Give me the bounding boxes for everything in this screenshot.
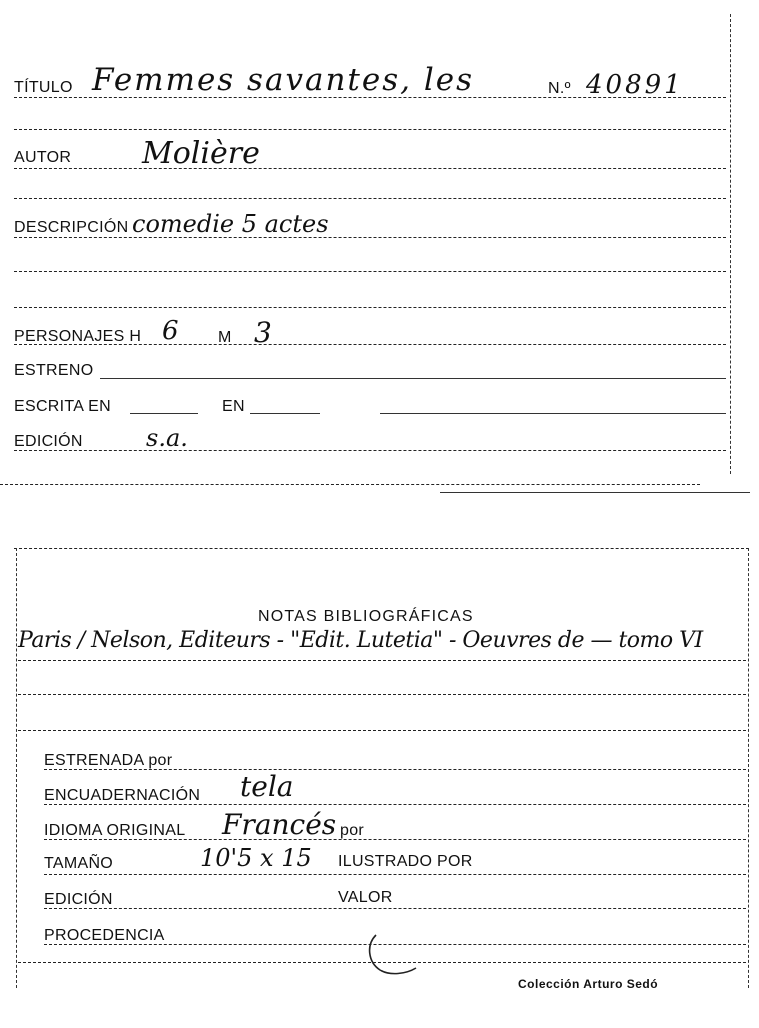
card-bottom-left-border — [16, 548, 17, 988]
titulo-value: Femmes savantes, les — [92, 62, 474, 98]
notas-line-1 — [18, 660, 746, 661]
personajes-m-value: 3 — [254, 316, 272, 349]
tamano-label: TAMAÑO — [44, 855, 114, 872]
edicion-value: s.a. — [146, 424, 188, 452]
valor-label: VALOR — [338, 889, 393, 906]
notas-title: NOTAS BIBLIOGRÁFICAS — [258, 608, 474, 625]
notas-line-2 — [18, 694, 746, 695]
idioma-line — [44, 839, 746, 840]
notas-line-3 — [18, 730, 746, 731]
blank-line-2 — [14, 198, 726, 199]
tamano-value: 10'5 x 15 — [200, 844, 312, 872]
idioma-label: IDIOMA ORIGINAL — [44, 822, 186, 839]
personajes-m-label: M — [218, 329, 232, 346]
escrita-line-1 — [130, 413, 198, 414]
tamano-line — [44, 874, 746, 875]
blank-line-1 — [14, 129, 726, 130]
ilustrado-label: ILUSTRADO POR — [338, 853, 473, 870]
estrenada-line — [44, 769, 746, 770]
card-top-bottom-border — [0, 484, 700, 485]
escrita-line-2 — [250, 413, 320, 414]
autor-line — [14, 168, 726, 169]
card-bottom-top-border — [14, 548, 749, 549]
stamp-mark — [362, 930, 432, 980]
estrenada-label: ESTRENADA por — [44, 752, 173, 769]
coleccion-footer: Colección Arturo Sedó — [518, 977, 659, 991]
autor-value: Molière — [142, 136, 260, 171]
descripcion-line — [14, 237, 726, 238]
escrita-line-3 — [380, 413, 726, 414]
encuadernacion-line — [44, 804, 746, 805]
estreno-line — [100, 378, 726, 379]
idioma-por-label: por — [340, 822, 365, 839]
blank-line-3 — [14, 271, 726, 272]
notas-value: Paris / Nelson, Editeurs - "Edit. Lutetia" - Oeuvres de — tomo VI — [18, 628, 703, 653]
descripcion-value: comedie 5 actes — [132, 210, 329, 238]
estreno-label: ESTRENO — [14, 362, 94, 379]
escrita-label: ESCRITA EN — [14, 398, 111, 415]
card-bottom-right-border — [748, 548, 749, 988]
titulo-line — [14, 97, 726, 98]
procedencia-label: PROCEDENCIA — [44, 927, 165, 944]
encuadernacion-label: ENCUADERNACIÓN — [44, 787, 201, 804]
edicion-label: EDICIÓN — [14, 433, 83, 450]
card-top-right-border — [730, 14, 731, 474]
personajes-h-value: 6 — [162, 316, 179, 346]
card-separator-line — [440, 492, 750, 493]
idioma-value: Francés — [222, 808, 337, 841]
escrita-en-label: EN — [222, 398, 245, 415]
blank-line-4 — [14, 307, 726, 308]
encuadernacion-value: tela — [240, 770, 294, 803]
personajes-line — [14, 344, 726, 345]
autor-label: AUTOR — [14, 149, 72, 166]
edicion-line — [14, 450, 726, 451]
numero-label: N.º — [548, 80, 571, 97]
descripcion-label: DESCRIPCIÓN — [14, 219, 129, 236]
edicion-bottom-line — [44, 908, 746, 909]
titulo-label: TÍTULO — [14, 79, 73, 96]
personajes-label: PERSONAJES H — [14, 328, 142, 345]
edicion-bottom-label: EDICIÓN — [44, 891, 113, 908]
numero-value: 40891 — [586, 70, 684, 100]
